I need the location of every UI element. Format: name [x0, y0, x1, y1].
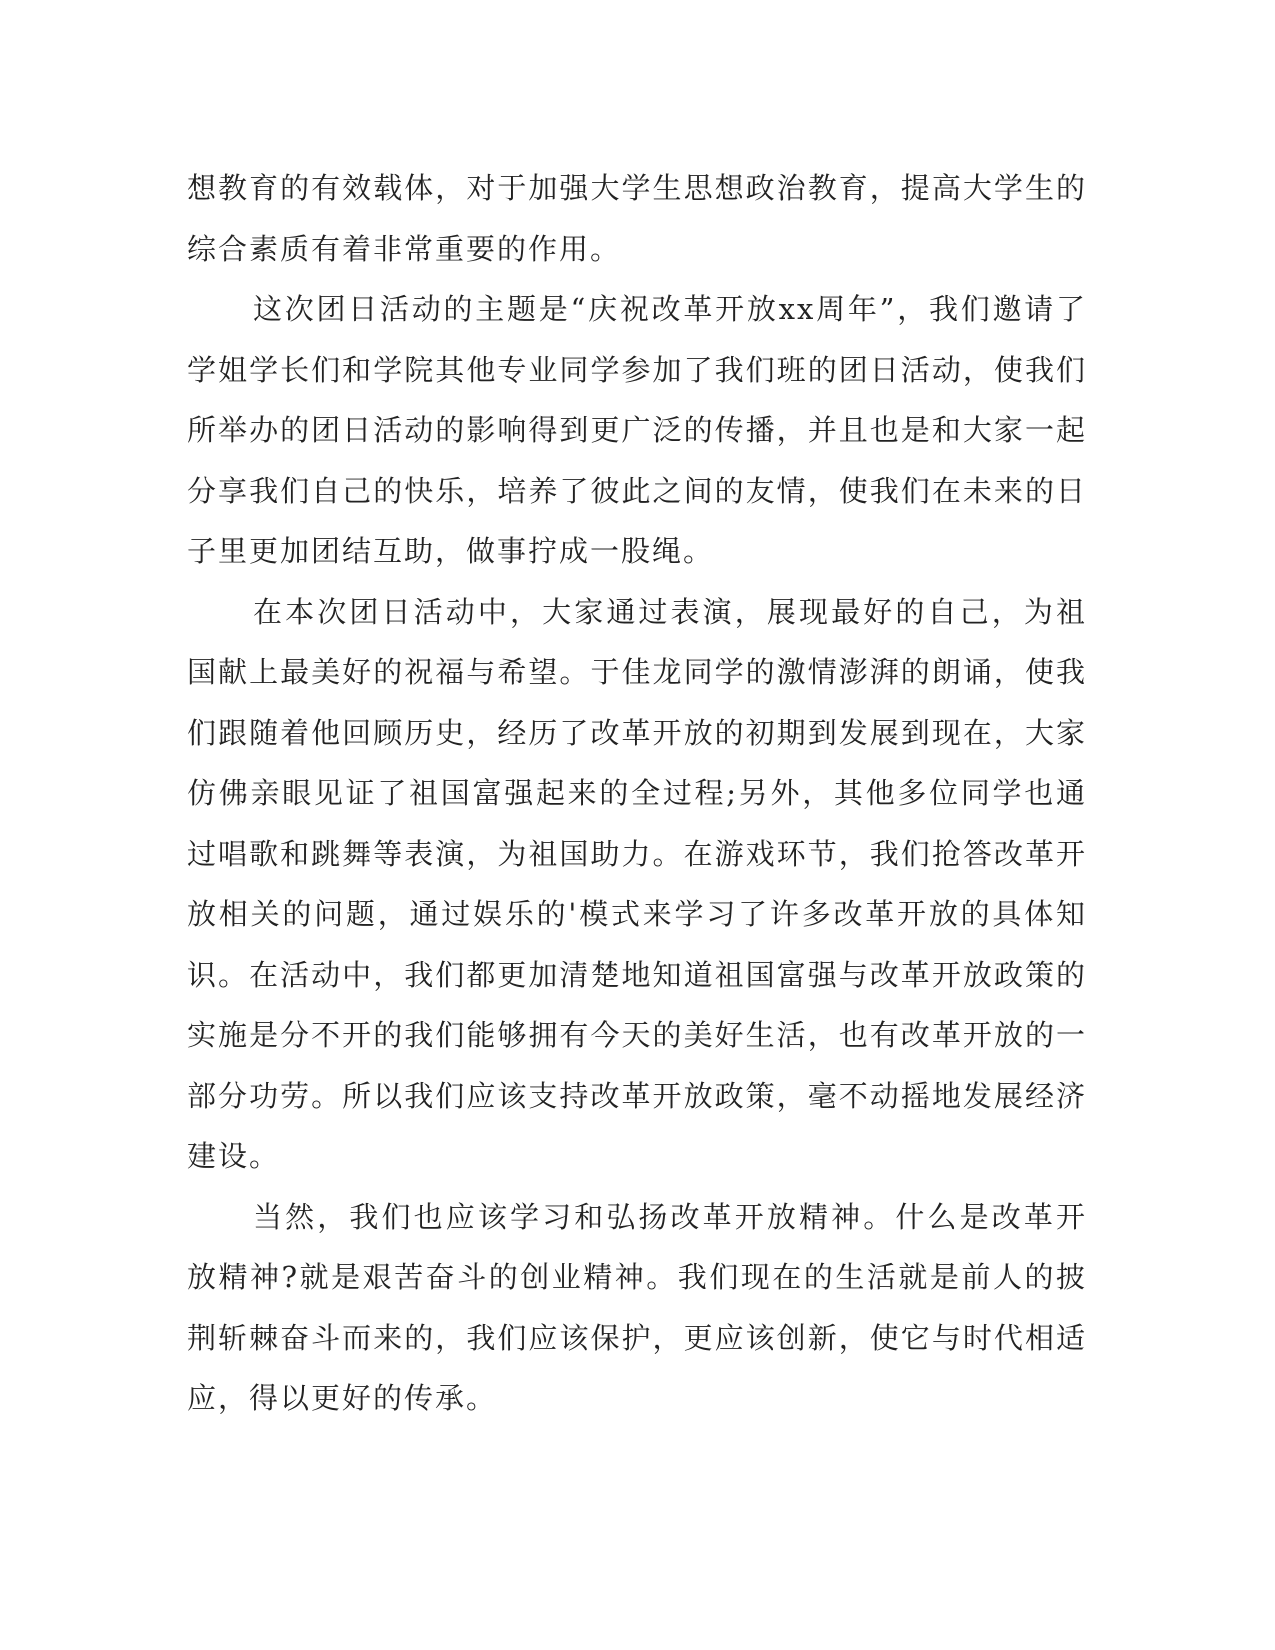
paragraph-theme: 这次团日活动的主题是“庆祝改革开放xx周年”，我们邀请了学姐学长们和学院其他专业同学参加了我们班的团日活动，使我们所举办的团日活动的影响得到更广泛的传播，并且也是和大家一起分享我们自己的快乐，培养了彼此之间的友情，使我们在未来的日子里更加团结互助，做事拧成一股绳。: [187, 292, 1087, 568]
paragraph-spirit: 当然，我们也应该学习和弘扬改革开放精神。什么是改革开放精神?就是艰苦奋斗的创业精神。我们现在的生活就是前人的披荆斩棘奋斗而来的，我们应该保护，更应该创新，使它与时代相适应，得以更好的传承。: [187, 1199, 1087, 1415]
paragraph-continuation: 想教育的有效载体，对于加强大学生思想政治教育，提高大学生的综合素质有着非常重要的作用。: [187, 171, 1087, 266]
paragraph-activities: 在本次团日活动中，大家通过表演，展现最好的自己，为祖国献上最美好的祝福与希望。于佳龙同学的激情澎湃的朗诵，使我们跟随着他回顾历史，经历了改革开放的初期到发展到现在，大家仿佛亲眼见证了祖国富强起来的全过程;另外，其他多位同学也通过唱歌和跳舞等表演，为祖国助力。在游戏环节，我们抢答改革开放相关的问题，通过娱乐的'模式来学习了许多改革开放的具体知识。在活动中，我们都更加清楚地知道祖国富强与改革开放政策的实施是分不开的我们能够拥有今天的美好生活，也有改革开放的一部分功劳。所以我们应该支持改革开放政策，毫不动摇地发展经济建设。: [187, 594, 1087, 1173]
document-body: [187, 158, 1087, 1429]
